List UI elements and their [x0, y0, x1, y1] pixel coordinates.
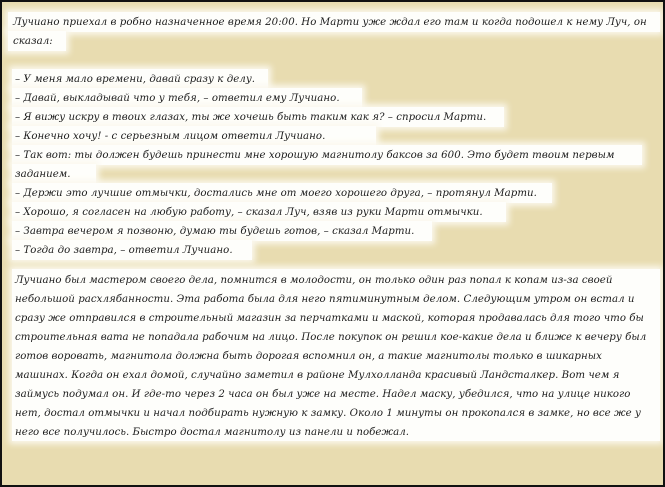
narrative-line: сразу же отправился в строительный магазин за перчатками и маской, которая продавалась для того что бы: [15, 313, 644, 324]
dialogue-line: – Давай, выкладывай что у тебя, – ответил ему Лучиано.: [15, 93, 340, 104]
narrative-line: Лучиано был мастером своего дела, помнится в молодости, он только один раз попал к копам из-за своей: [15, 275, 613, 286]
dialogue-line: – Я вижу искру в твоих глазах, ты же хочешь быть таким как я? – спросил Марти.: [15, 112, 487, 123]
narrative-line: небольшой расхлябанности. Эта работа была для него пятиминутным делом. Следующим утром он встал и: [15, 294, 635, 305]
narrative-line: строительная вата не попадала рабочим на лицо. После покупок он решил кое-какие дела и ближе к вечеру был: [15, 332, 647, 343]
dialogue-line: заданием.: [15, 169, 71, 180]
dialogue-line: – Держи это лучшие отмычки, достались мне от моего хорошего друга, – протянул Марти.: [15, 188, 537, 199]
narrative-line: него все получилось. Быстро достал магнитолу из панели и побежал.: [15, 427, 410, 438]
narrative-line: займусь подумал он. И где-то через 2 часа он был уже на месте. Надел маску, убедился, что на улице никого: [15, 389, 631, 400]
intro-line: Лучиано приехал в робно назначенное время 20:00. Но Марти уже ждал его там и когда подошел к нему Луч, он: [13, 17, 647, 28]
narrative-line: нет, достал отмычки и начал подбирать нужную к замку. Около 1 минуты он прокопался в замке, но все же у: [15, 408, 641, 419]
dialogue-line: – У меня мало времени, давай сразу к делу.: [15, 74, 256, 85]
dialogue-line: – Так вот: ты должен будешь принести мне хорошую магнитолу баксов за 600. Это будет твоим первым: [15, 150, 615, 161]
dialogue-line: – Хорошо, я согласен на любую работу, – сказал Луч, взяв из руки Марти отмычки.: [15, 207, 483, 218]
dialogue-line: – Тогда до завтра, – ответил Лучиано.: [15, 245, 233, 256]
narrative-line: готов воровать, магнитола должна быть дорогая вспомнил он, а такие магнитолы только в шикарных: [15, 351, 602, 362]
intro-line: сказал:: [13, 36, 53, 47]
narrative-line: машинах. Когда он ехал домой, случайно заметил в районе Мулхолланда красивый Ландсталкер. Вот чем я: [15, 370, 620, 381]
dialogue-line: – Конечно хочу! - с серьезным лицом ответил Лучиано.: [15, 131, 326, 142]
dialogue-line: – Завтра вечером я позвоню, думаю ты будешь готов, – сказал Марти.: [15, 226, 415, 237]
